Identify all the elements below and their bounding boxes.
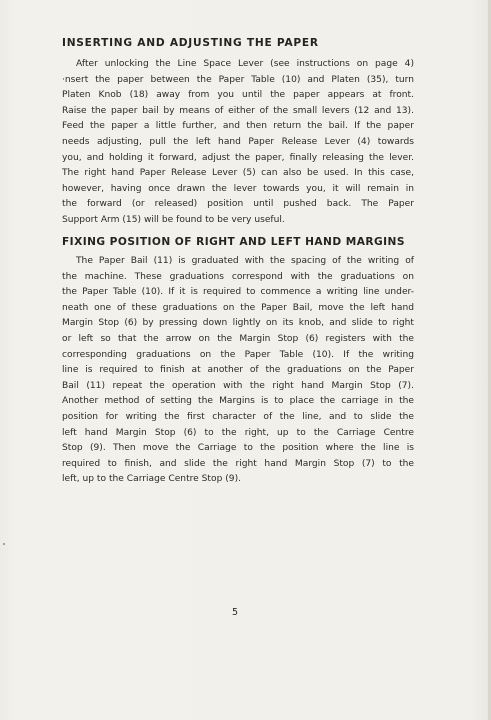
- text-line: corresponding graduations on the Paper Table (10). If the writing: [62, 349, 414, 360]
- text-line: Stop (9). Then move the Carriage to the position where the line is: [62, 443, 414, 454]
- text-line: Feed the paper a little further, and then return the bail. If the paper: [62, 121, 414, 132]
- text-line: Bail (11) repeat the operation with the right hand Margin Stop (7).: [62, 380, 414, 391]
- text-line: required to finish, and slide the right hand Margin Stop (7) to the: [62, 458, 414, 469]
- text-line: neath one of these graduations on the Paper Bail, move the left hand: [62, 302, 414, 313]
- section-body-margins: [62, 254, 414, 488]
- text-line: or left so that the arrow on the Margin Stop (6) registers with the: [62, 333, 414, 344]
- section-heading-inserting-paper: INSERTING AND ADJUSTING THE PAPER: [62, 37, 319, 49]
- paper-speck: [3, 543, 5, 545]
- text-line: however, having once drawn the lever towards you, it will remain in: [62, 183, 414, 194]
- text-line: After unlocking the Line Space Lever (see instructions on page 4): [76, 59, 414, 69]
- text-line: needs adjusting, pull the left hand Paper Release Lever (4) towards: [62, 136, 414, 147]
- text-line: Raise the paper bail by means of either of the small levers (12 and 13).: [62, 105, 414, 116]
- text-line: Support Arm (15) will be found to be very useful.: [62, 214, 285, 225]
- text-line: position for writing the first character of the line, and to slide the: [62, 411, 414, 422]
- text-line: Another method of setting the Margins is to place the carriage in the: [62, 396, 414, 407]
- section-heading-margins: FIXING POSITION OF RIGHT AND LEFT HAND MARGINS: [62, 236, 405, 248]
- text-line: left, up to the Carriage Centre Stop (9).: [62, 474, 242, 485]
- text-line: The right hand Paper Release Lever (5) can also be used. In this case,: [62, 168, 414, 179]
- text-line: The Paper Bail (11) is graduated with the spacing of the writing of: [76, 256, 414, 266]
- page-number: 5: [232, 607, 239, 618]
- section-body-inserting-paper: [62, 57, 414, 229]
- text-line: the forward (or released) position until pushed back. The Paper: [62, 199, 414, 210]
- text-line: Platen Knob (18) away from you until the paper appears at front.: [62, 90, 414, 101]
- text-line: the Paper Table (10). If it is required to commence a writing line under-: [62, 287, 414, 298]
- text-line: ·nsert the paper between the Paper Table (10) and Platen (35), turn: [62, 74, 414, 85]
- text-line: you, and holding it forward, adjust the paper, finally releasing the lever.: [62, 152, 414, 163]
- text-line: line is required to finish at another of the graduations on the Paper: [62, 365, 414, 376]
- text-line: left hand Margin Stop (6) to the right, up to the Carriage Centre: [62, 427, 414, 438]
- text-line: the machine. These graduations correspond with the graduations on: [62, 271, 414, 282]
- text-line: Margin Stop (6) by pressing down lightly on its knob, and slide to right: [62, 318, 414, 329]
